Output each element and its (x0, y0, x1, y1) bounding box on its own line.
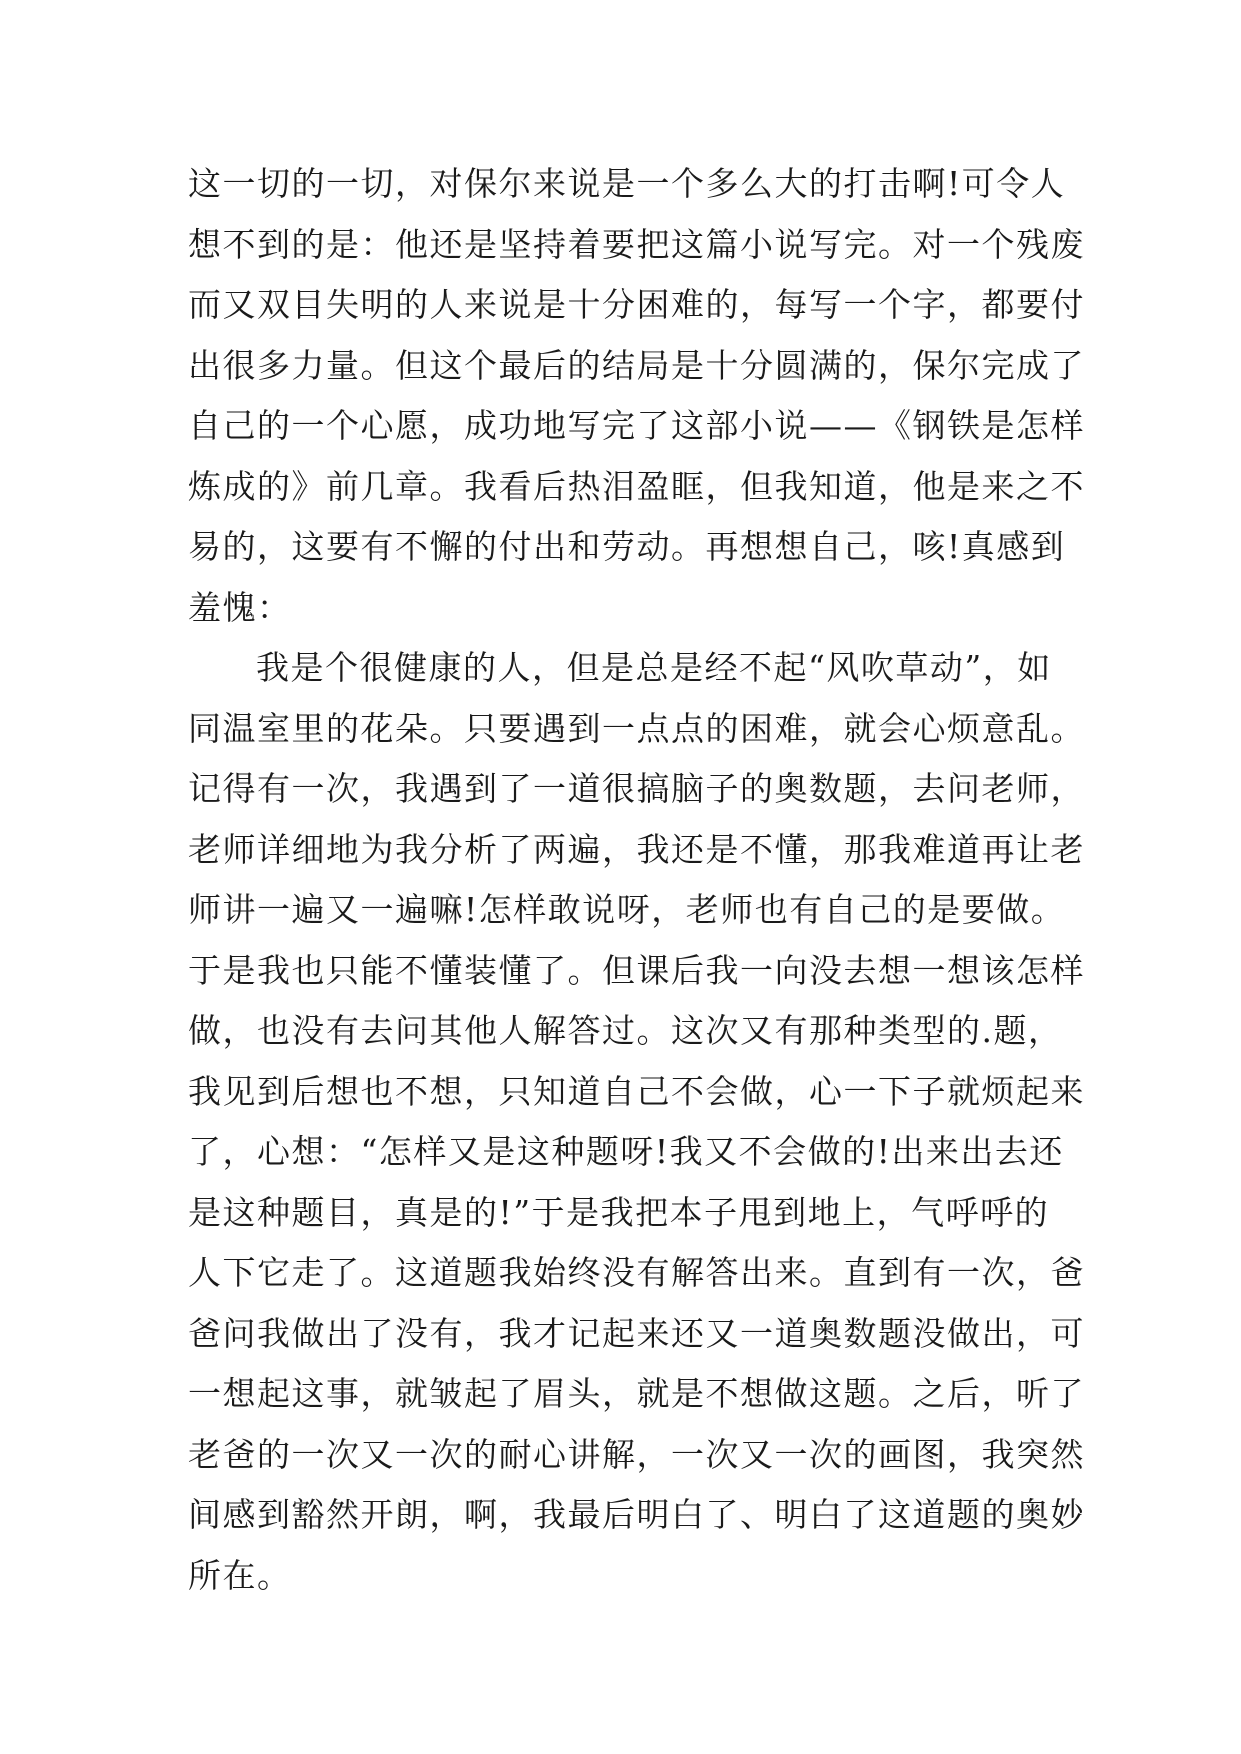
text-line: 所在。 (188, 1555, 292, 1595)
text-line: 易的，这要有不懈的付出和劳动。再想想自己，咳!真感到 (188, 527, 1066, 566)
text-line: 我是个很健康的人，但是总是经不起“风吹草动”，如 (256, 648, 1052, 687)
text-line: 间感到豁然开朗，啊，我最后明白了、明白了这道题的奥妙 (188, 1495, 1085, 1534)
text-line: 羞愧： (188, 587, 292, 627)
text-line: 老师详细地为我分析了两遍，我还是不懂，那我难道再让老 (188, 829, 1085, 869)
text-line: 爸问我做出了没有，我才记起来还又一道奥数题没做出，可 (188, 1313, 1085, 1353)
text-line: 自己的一个心愿，成功地写完了这部小说——《钢铁是怎样 (188, 406, 1085, 445)
text-line: 师讲一遍又一遍嘛!怎样敢说呀，老师也有自己的是要做。 (188, 890, 1066, 929)
text-line: 我见到后想也不想，只知道自己不会做，心一下子就烦起来 (188, 1071, 1085, 1111)
text-line: 而又双目失明的人来说是十分困难的，每写一个字，都要付 (188, 285, 1085, 324)
text-line: 人下它走了。这道题我始终没有解答出来。直到有一次，爸 (188, 1253, 1085, 1292)
body-text (188, 154, 1088, 1606)
text-line: 这一切的一切，对保尔来说是一个多么大的打击啊!可令人 (188, 164, 1066, 203)
text-line: 出很多力量。但这个最后的结局是十分圆满的，保尔完成了 (188, 345, 1085, 385)
text-line: 想不到的是：他还是坚持着要把这篇小说写完。对一个残废 (188, 224, 1085, 264)
paragraph-2 (188, 638, 1088, 1606)
text-line: 老爸的一次又一次的耐心讲解，一次又一次的画图，我突然 (188, 1434, 1085, 1474)
text-line: 一想起这事，就皱起了眉头，就是不想做这题。之后，听了 (188, 1374, 1085, 1413)
text-line: 是这种题目，真是的!”于是我把本子甩到地上，气呼呼的 (188, 1192, 1050, 1232)
text-line: 了，心想：“怎样又是这种题呀!我又不会做的!出来出去还 (188, 1132, 1064, 1171)
paragraph-1 (188, 154, 1088, 638)
text-line: 做，也没有去问其他人解答过。这次又有那种类型的.题， (188, 1011, 1063, 1050)
text-line: 炼成的》前几章。我看后热泪盈眶，但我知道，他是来之不 (188, 466, 1085, 506)
text-line: 同温室里的花朵。只要遇到一点点的困难，就会心烦意乱。 (188, 708, 1085, 748)
text-line: 于是我也只能不懂装懂了。但课后我一向没去想一想该怎样 (188, 950, 1085, 990)
text-line: 记得有一次，我遇到了一道很搞脑子的奥数题，去问老师， (188, 769, 1085, 808)
